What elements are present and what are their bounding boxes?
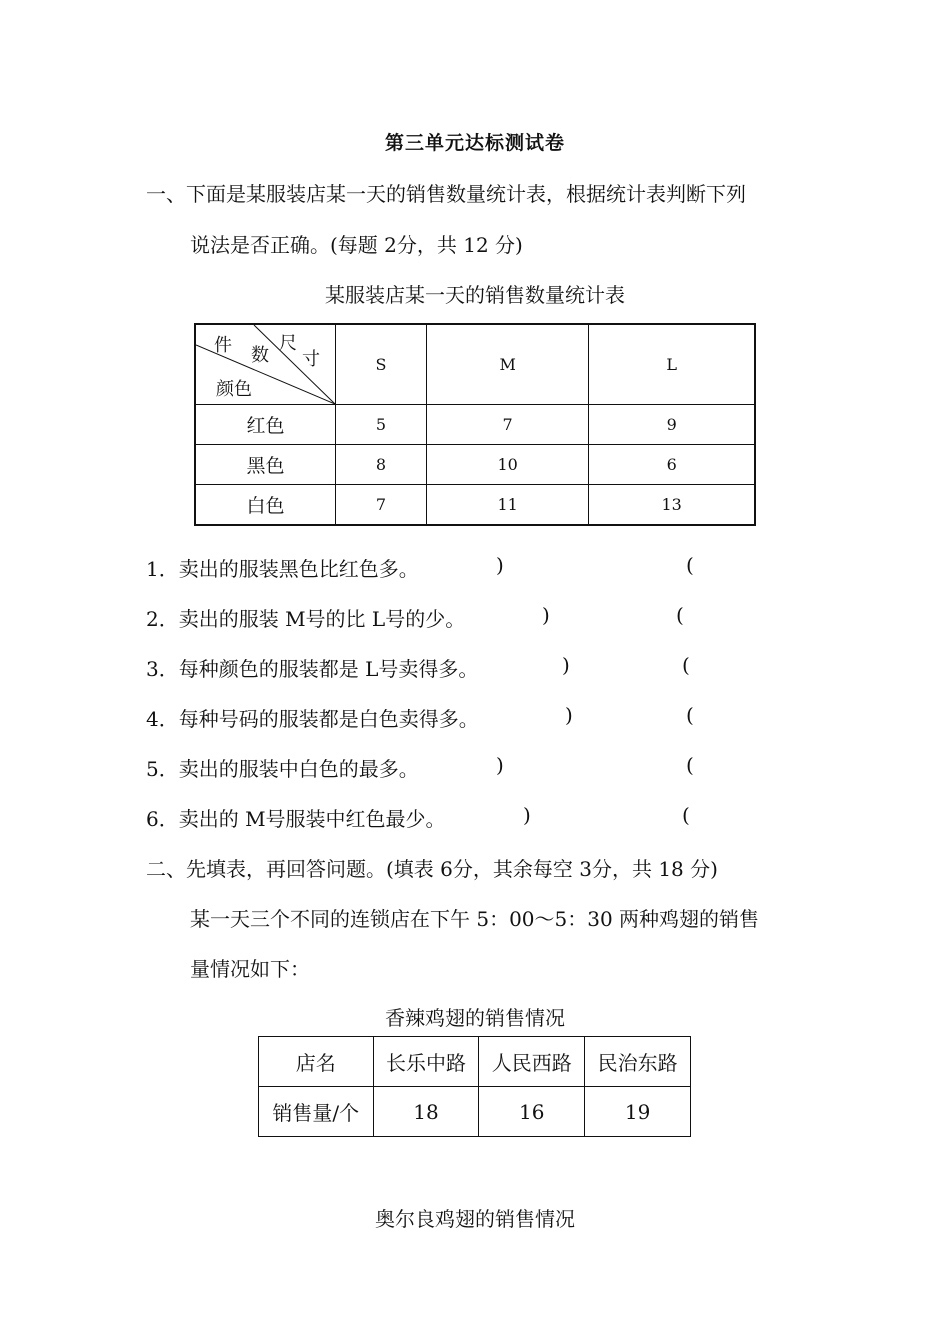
table-cell: 18 bbox=[373, 1087, 479, 1137]
header-cell: 店名 bbox=[259, 1037, 374, 1087]
answer-paren-close: ) bbox=[542, 603, 550, 627]
section1-heading-line1: 一、下面是某服装店某一天的销售数量统计表，根据统计表判断下列 bbox=[146, 182, 746, 206]
row-label: 白色 bbox=[195, 485, 336, 526]
table-row bbox=[195, 445, 755, 485]
table-cell: 10 bbox=[426, 445, 588, 485]
answer-paren-close: ) bbox=[496, 553, 504, 577]
answer-paren-close: ) bbox=[523, 803, 531, 827]
corner-label-shu: 数 bbox=[251, 345, 269, 366]
question-item-1: 1．卖出的服装黑色比红色多。 bbox=[146, 557, 419, 581]
row-label: 红色 bbox=[195, 405, 336, 445]
header-cell: 民治东路 bbox=[585, 1037, 691, 1087]
answer-blank-3[interactable]: ( bbox=[682, 653, 690, 677]
section1-heading-line2: 说法是否正确。(每题 2分，共 12 分) bbox=[190, 233, 523, 257]
column-header-l: L bbox=[589, 324, 755, 405]
table-row bbox=[195, 405, 755, 445]
question-item-3: 3．每种颜色的服装都是 L号卖得多。 bbox=[146, 657, 479, 681]
section2-heading: 二、先填表，再回答问题。(填表 6分，其余每空 3分，共 18 分) bbox=[146, 857, 718, 881]
answer-paren-close: ) bbox=[496, 753, 504, 777]
header-cell: 长乐中路 bbox=[373, 1037, 479, 1087]
table-header-row bbox=[259, 1037, 691, 1087]
spicy-wings-caption: 香辣鸡翅的销售情况 bbox=[385, 1006, 565, 1030]
table-cell: 9 bbox=[589, 405, 755, 445]
orleans-wings-caption: 奥尔良鸡翅的销售情况 bbox=[375, 1207, 575, 1231]
table-header-row bbox=[195, 324, 755, 405]
table-cell: 13 bbox=[589, 485, 755, 526]
question-item-6: 6．卖出的 M号服装中红色最少。 bbox=[146, 807, 446, 831]
question-item-4: 4．每种号码的服装都是白色卖得多。 bbox=[146, 707, 479, 731]
table-cell: 7 bbox=[336, 485, 427, 526]
column-header-m: M bbox=[426, 324, 588, 405]
corner-label-chi: 尺 bbox=[279, 333, 297, 354]
answer-blank-6[interactable]: ( bbox=[682, 803, 690, 827]
table-row bbox=[259, 1087, 691, 1137]
answer-paren-close: ) bbox=[565, 703, 573, 727]
answer-blank-1[interactable]: ( bbox=[686, 553, 694, 577]
corner-label-cun: 寸 bbox=[302, 349, 320, 370]
header-cell: 人民西路 bbox=[479, 1037, 585, 1087]
table-cell: 7 bbox=[426, 405, 588, 445]
page-title: 第三单元达标测试卷 bbox=[384, 132, 565, 154]
table-cell: 11 bbox=[426, 485, 588, 526]
corner-label-jian: 件 bbox=[214, 335, 232, 356]
table-cell: 8 bbox=[336, 445, 427, 485]
table1-caption: 某服装店某一天的销售数量统计表 bbox=[325, 283, 625, 307]
table-cell: 19 bbox=[585, 1087, 691, 1137]
table-cell: 6 bbox=[589, 445, 755, 485]
column-header-s: S bbox=[336, 324, 427, 405]
clothing-sales-table bbox=[194, 323, 756, 526]
section2-intro-line2: 量情况如下： bbox=[190, 957, 310, 981]
question-item-2: 2．卖出的服装 M号的比 L号的少。 bbox=[146, 607, 466, 631]
table-cell: 5 bbox=[336, 405, 427, 445]
question-item-5: 5．卖出的服装中白色的最多。 bbox=[146, 757, 419, 781]
section2-intro-line1: 某一天三个不同的连锁店在下午 5：00～5：30 两种鸡翅的销售 bbox=[190, 907, 760, 931]
answer-paren-close: ) bbox=[562, 653, 570, 677]
row-label: 销售量/个 bbox=[259, 1087, 374, 1137]
answer-blank-4[interactable]: ( bbox=[686, 703, 694, 727]
answer-blank-2[interactable]: ( bbox=[676, 603, 684, 627]
table-cell: 16 bbox=[479, 1087, 585, 1137]
spicy-wings-table bbox=[258, 1036, 691, 1137]
corner-label-color: 颜色 bbox=[216, 379, 252, 400]
answer-blank-5[interactable]: ( bbox=[686, 753, 694, 777]
diagonal-header-cell bbox=[195, 324, 336, 405]
table-row bbox=[195, 485, 755, 526]
row-label: 黑色 bbox=[195, 445, 336, 485]
